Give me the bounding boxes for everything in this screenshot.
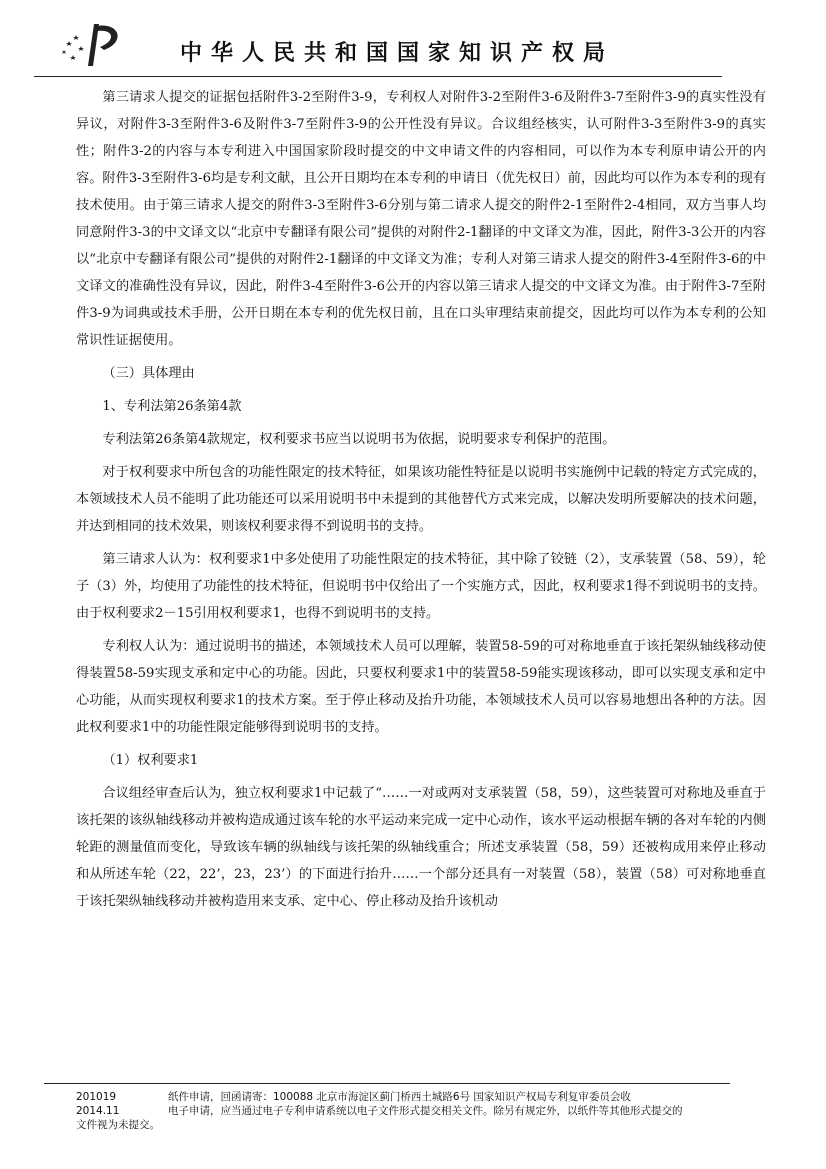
paragraph-third-requester: 第三请求人认为：权利要求1中多处使用了功能性限定的技术特征，其中除了铰链（2），支承装置（58、59），轮子（3）外，均使用了功能性的技术特征，但说明书中仅给出了一个实施方式，因此，权利要求1得不到说明书的支持。由于权利要求2－15引用权利要求1，也得不到说明书的支持。 [76,552,766,621]
paragraph-patentee: 专利权人认为：通过说明书的描述，本领域技术人员可以理解，装置58-59的可对称地垂直于该托架纵轴线移动使得装置58-59实现支承和定中心的功能。因此，只要权利要求1中的装置58-59能实现该移动，即可以实现支承和定中心功能，从而实现权利要求1的技术方案。至于停止移动及抬升功能，本领域技术人员可以容易地想出各种的方法。因此权利要求1中的功能性限定能够得到说明书的支持。 [76,639,766,735]
footer-row [76,1090,776,1104]
subsection-heading: 1、专利法第26条第4款 [102,399,242,414]
section-heading: （三）具体理由 [102,366,195,381]
header-divider [34,76,722,77]
footer-form-code: 201019 [76,1091,117,1103]
paragraph-functional-feature: 对于权利要求中所包含的功能性限定的技术特征，如果该功能性特征是以说明书实施例中记载的特定方式完成的，本领域技术人员不能明了此功能还可以采用说明书中未提到的其他替代方式来完成，以解决发明所要解决的技术问题，并达到相同的技术效果，则该权利要求得不到说明书的支持。 [76,465,766,534]
footer-row [76,1104,776,1118]
page-footer [76,1090,776,1132]
paragraph-evidence: 第三请求人提交的证据包括附件3-2至附件3-9，专利权人对附件3-2至附件3-6及附件3-7至附件3-9的真实性没有异议，对附件3-3至附件3-6及附件3-7至附件3-9的公开性没有异议。合议组经核实，认可附件3-3至附件3-9的真实性；附件3-2的内容与本专利进入中国国家阶段时提交的中文申请文件的内容相同，可以作为本专利原申请公开的内容。附件3-3至附件3-6均是专利文献，且公开日期均在本专利的申请日（优先权日）前，因此均可以作为本专利的现有技术使用。由于第三请求人提交的附件3-3至附件3-6分别与第二请求人提交的附件2-1至附件2-4相同，双方当事人均同意附件3-3的中文译文以“北京中专翻译有限公司”提供的对附件2-1翻译的中文译文为准，因此，附件3-3公开的内容以“北京中专翻译有限公司”提供的对附件2-1翻译的中文译文为准；专利人对第三请求人提交的附件3-4至附件3-6的中文译文的准确性没有异议，因此，附件3-4至附件3-6公开的内容以第三请求人提交的中文译文为准。由于附件3-7至附件3-9为词典或技术手册，公开日期在本专利的优先权日前，且在口头审理结束前提交，因此均可以作为本专利的公知常识性证据使用。 [76,90,766,348]
document-body [76,84,766,915]
paragraph-panel-opinion: 合议组经审查后认为，独立权利要求1中记载了“……一对或两对支承装置（58，59），这些装置可对称地及垂直于该托架的该纵轴线移动并被构造成通过该车轮的水平运动来完成一定中心动作，该水平运动根据车辆的各对车轮的内侧轮距的测量值而变化，导致该车辆的纵轴线与该托架的纵轴线重合；所述支承装置（58，59）还被构成用来停止移动和从所述车轮（22，22’，23，23’）的下面进行抬升……一个部分还具有一对装置（58），装置（58）可对称地垂直于该托架纵轴线移动并被构造用来支承、定中心、停止移动及抬升该机动 [76,786,766,909]
cnipa-logo-icon [58,20,128,68]
footer-electronic-note-cont: 文件视为未提交。 [76,1119,160,1131]
footer-mail-note: 纸件申请，回函请寄：100088 北京市海淀区蓟门桥西土城路6号 国家知识产权局专利复审委员会收 [168,1091,631,1103]
page-header [0,0,826,80]
footer-version: 2014.11 [76,1105,120,1117]
paragraph-law-article: 专利法第26条第4款规定，权利要求书应当以说明书为依据，说明要求专利保护的范围。 [102,432,616,447]
footer-electronic-note: 电子申请，应当通过电子专利申请系统以电子文件形式提交相关文件。除另有规定外，以纸件等其他形式提交的 [168,1105,683,1117]
page-title: 中华人民共和国国家知识产权局 [180,41,615,66]
claim-heading: （1）权利要求1 [102,753,199,768]
footer-divider [44,1083,730,1084]
